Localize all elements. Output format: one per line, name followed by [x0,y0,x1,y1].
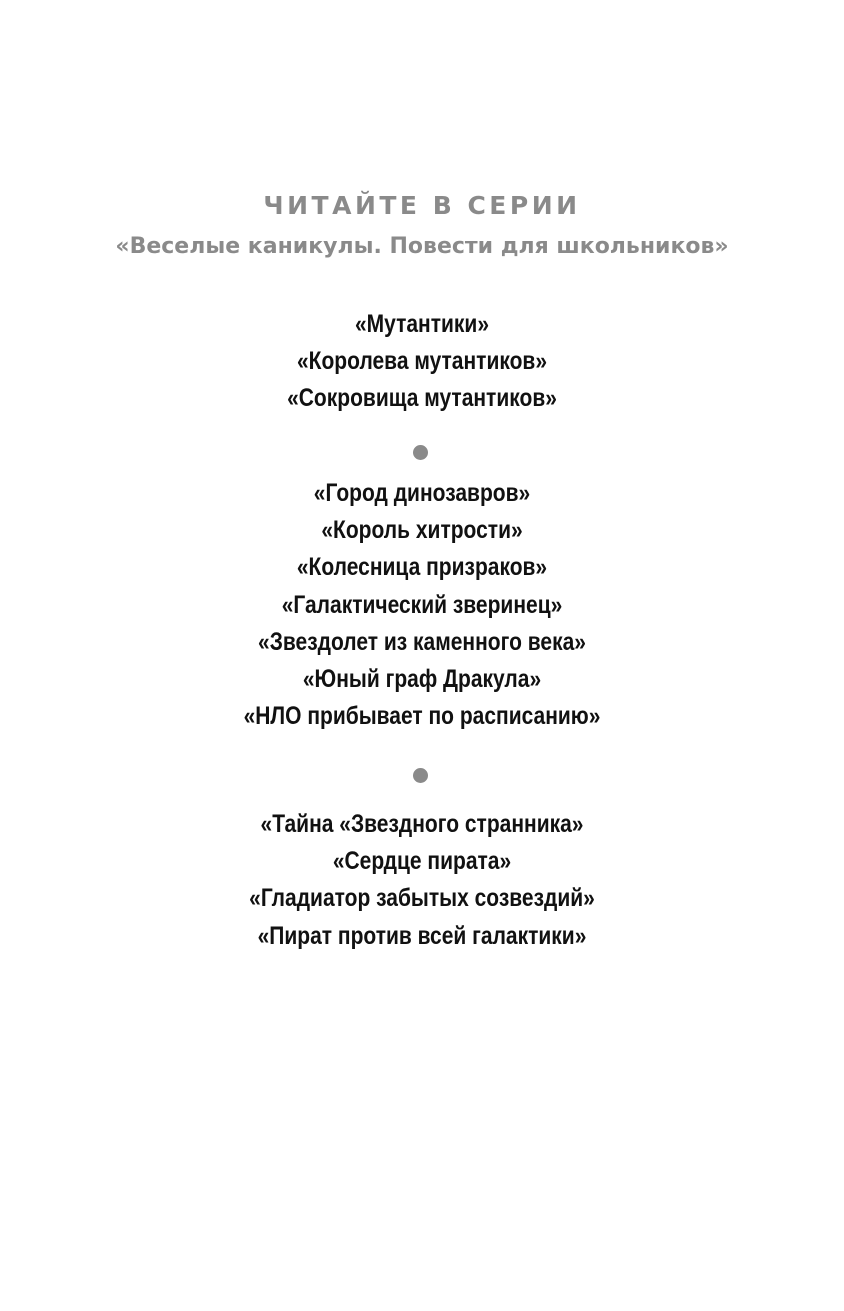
book-title: «Мутантики» [354,310,490,338]
book-title: «Юный граф Дракула» [302,664,542,693]
book-title: «Колесница призраков» [296,553,548,582]
book-title: «Город динозавров» [313,479,531,507]
book-title: «Галактический зверинец» [281,590,563,619]
book-title: «Гладиатор забытых созвездий» [249,884,595,913]
book-title: «Пират против всей галактики» [257,921,587,950]
book-title: «Король хитрости» [321,516,523,545]
book-group-1 [0,306,844,418]
book-title: «Тайна «Звездного странника» [260,810,584,838]
book-title: «Звездолет из каменного века» [258,627,586,656]
bullet-separator-icon [413,768,428,783]
series-heading: ЧИТАЙТЕ В СЕРИИ [263,191,581,220]
bullet-separator-icon [413,445,428,460]
book-title: «НЛО прибывает по расписанию» [243,702,601,731]
series-name: «Веселые каникулы. Повести для школьников» [115,234,729,259]
book-group-2 [0,475,844,735]
book-title: «Сердце пирата» [332,847,512,876]
book-title: «Сокровища мутантиков» [287,384,557,413]
book-title: «Королева мутантиков» [296,347,548,376]
book-group-3 [0,806,844,955]
